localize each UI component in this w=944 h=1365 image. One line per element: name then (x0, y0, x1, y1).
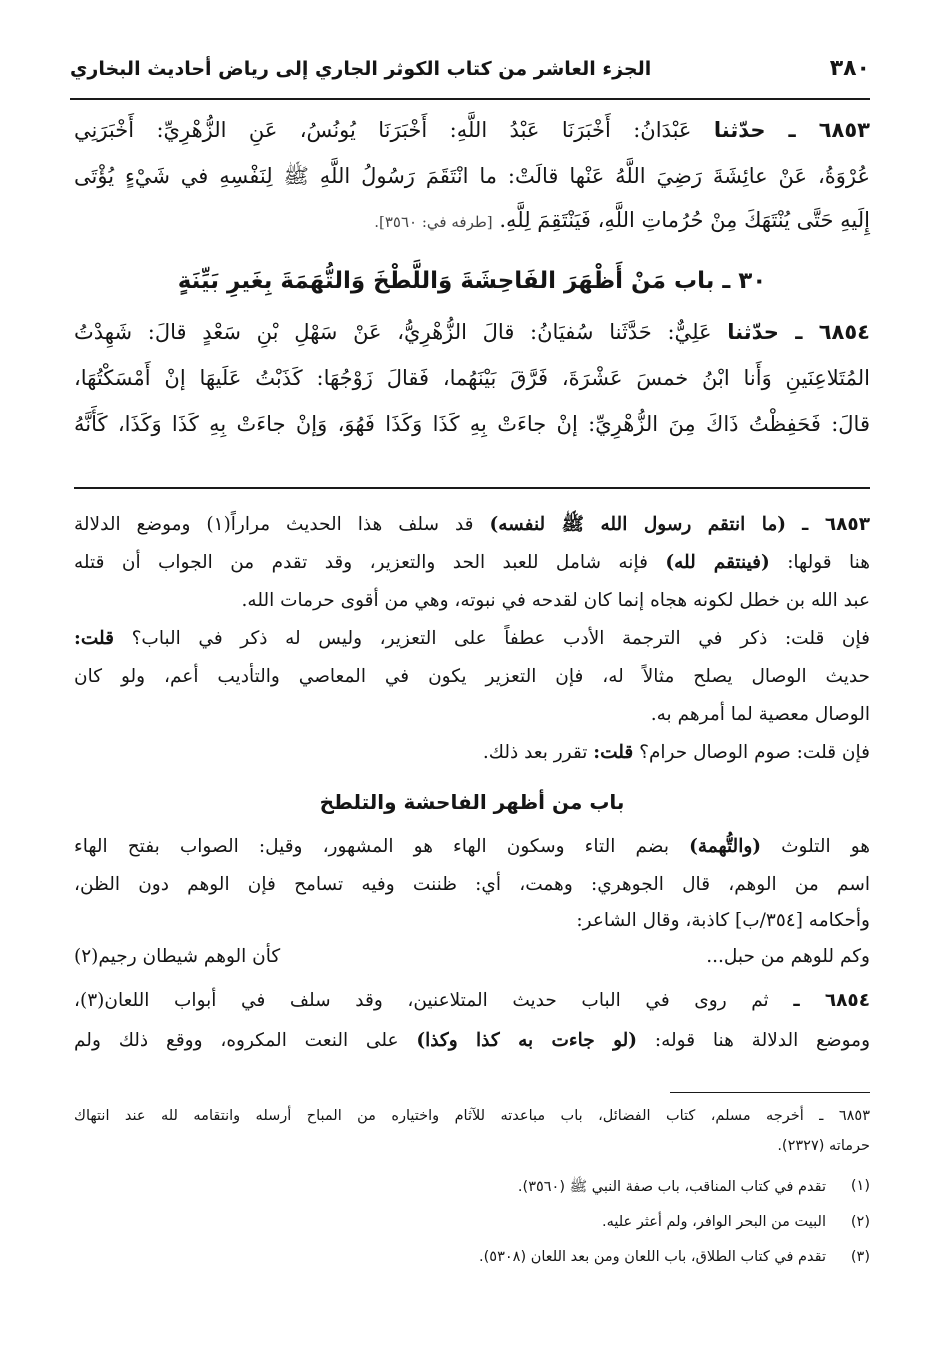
hadith-6854-line-1: ٦٨٥٤ ـ حدّثنا عَلِيٌّ: حَدَّثَنا سُفيَانُ: قالَ الزُّهْرِيُّ، عَنْ سَهْلِ بْنِ سَعْدٍ قالَ: شَهِدْتُ (74, 320, 870, 344)
commentary-line-5: حديث الوصال يصلح مثالاً له، فإن التعزير يكون في المعاصي والتأديب أعم، ولو كان (74, 666, 870, 687)
running-title: الجزء العاشر من كتاب الكوثر الجاري إلى رياض أحاديث البخاري (70, 58, 652, 80)
commentary-line-10: وأحكامه [٣٥٤/ب] كاذبة، وقال الشاعر: (576, 910, 870, 931)
footnote-marker: (٢) (850, 1214, 870, 1230)
footnote-text: تقدم في كتاب الطلاق، باب اللعان ومن بعد اللعان (٥٣٠٨). (479, 1249, 826, 1265)
cross-reference: [طرفه في: ٣٥٦٠]. (374, 213, 493, 231)
hadith-6853-line-3: إِلَيهِ حَتَّى يُنْتَهَكَ مِنْ حُرُماتِ اللَّهِ، فَيَنْتَقِمَ لِلَّهِ. [طرفه في: ٣٥٦٠]. (374, 208, 870, 232)
hadith-number: ٦٨٥٣ ـ حدّثنا (713, 118, 870, 142)
footnote-divider (670, 1092, 870, 1093)
footnote-marker: (٣) (850, 1249, 870, 1265)
takhrij-line-1: ٦٨٥٣ ـ أخرجه مسلم، كتاب الفضائل، باب مباعدته للآثام واختياره من المباح أرسله وانتقامه لله عند انتهاك (74, 1108, 870, 1124)
footnote-text: البيت من البحر الوافر، ولم أعثر عليه. (602, 1214, 826, 1230)
section-heading: ٣٠ ـ باب مَنْ أَظْهَرَ الفَاحِشَةَ وَاللَّطْخَ وَالتُّهَمَةَ بِغَيرِ بَيِّنَةٍ (177, 268, 767, 294)
hadith-6853-line-2: عُرْوَةُ، عَنْ عائِشَةَ رَضِيَ اللَّهُ عَنْها قالَتْ: ما انْتَقَمَ رَسُولُ اللَّهِ ﷺ لِنَفْسِهِ في شَيْءٍ يُؤْتَى (74, 164, 870, 188)
commentary-line-12: وموضع الدلالة هنا قوله: (لو جاءت به كذا وكذا) على النعت المكروه، ووقع ذلك ولم (74, 1030, 871, 1051)
commentary-line-6: الوصال معصية لما أمرهم به. (650, 704, 870, 725)
takhrij-line-2: حرماته (٢٣٢٧). (777, 1138, 870, 1154)
commentary-line-4: فإن قلت: ذكر في الترجمة الأدب عطفاً على التعزير، وليس له ذكر في الباب؟ قلت: (74, 628, 870, 649)
page-number: ٣٨٠ (829, 56, 870, 81)
hadith-6853-line-1: ٦٨٥٣ ـ حدّثنا عَبْدَانُ: أَخْبَرَنَا عَبْدُ اللَّهِ: أَخْبَرَنَا يُونُسُ، عَنِ الزُّهْرِيِّ: أَخْبَرَنِي (74, 118, 870, 142)
sub-heading: باب من أظهر الفاحشة والتلطخ (319, 790, 625, 814)
poem-second-hemistich: كأن الوهم شيطان رجيم(٢) (74, 946, 281, 967)
hadith-6854-line-3: قالَ: فَحَفِظْتُ ذَاكَ مِنَ الزُّهْرِيِّ: إنْ جاءَتْ بِهِ كَذَا وَكَذَا فَهُوَ، وَإنْ جاءَتْ بِهِ كَذَا وَكَذَا، كَأَنَّهُ (74, 412, 870, 436)
footnote-marker: (١) (850, 1178, 870, 1194)
commentary-line-2: هنا قولها: (فينتقم لله) فإنه شامل للعبد الحد والتعزير، وقد تقدم من الجواب أن قتله (74, 552, 870, 573)
hadith-6854-line-2: المُتَلاعِنَينِ وَأَنا ابْنُ خمسَ عَشْرَةَ، فَرَّقَ بَيْنَهُما، فَقالَ زَوْجُهَا: كَذَبْتُ عَلَيهَا إنْ أَمْسَكْتُهَا، (74, 366, 870, 390)
page-header (70, 48, 870, 100)
commentary-line-7: فإن قلت: صوم الوصال حرام؟ قلت: تقرر بعد ذلك. (482, 742, 870, 763)
poem-first-hemistich: وكم للوهم من حبل... (706, 946, 870, 967)
main-divider (74, 487, 870, 489)
footnote-text: تقدم في كتاب المناقب، باب صفة النبي ﷺ (٣٥٦٠). (517, 1179, 826, 1195)
commentary-line-11: ٦٨٥٤ ـ ثم روى في الباب حديث المتلاعنين، وقد سلف في أبواب اللعان(٣)، (74, 990, 870, 1011)
hadith-number: ٦٨٥٤ ـ حدّثنا (727, 320, 870, 344)
commentary-line-8: هو التلوث (والتُّهمة) بضم التاء وسكون الهاء هو المشهور، وقيل: الصواب بفتح الهاء (74, 836, 871, 857)
commentary-line-1: ٦٨٥٣ ـ (ما انتقم رسول الله ﷺ لنفسه) قد سلف هذا الحديث مراراً(١) وموضع الدلالة (74, 514, 870, 535)
poem-verse (74, 946, 870, 976)
commentary-line-9: اسم من الوهم، قال الجوهري: وهمت، أي: ظننت وفيه تسامح فإن الوهم دون الظن، (74, 874, 870, 895)
commentary-line-3: عبد الله بن خطل لكونه هجاه إنما كان لقدحه في نبوته، وهي من أقوى حرمات الله. (241, 590, 870, 611)
